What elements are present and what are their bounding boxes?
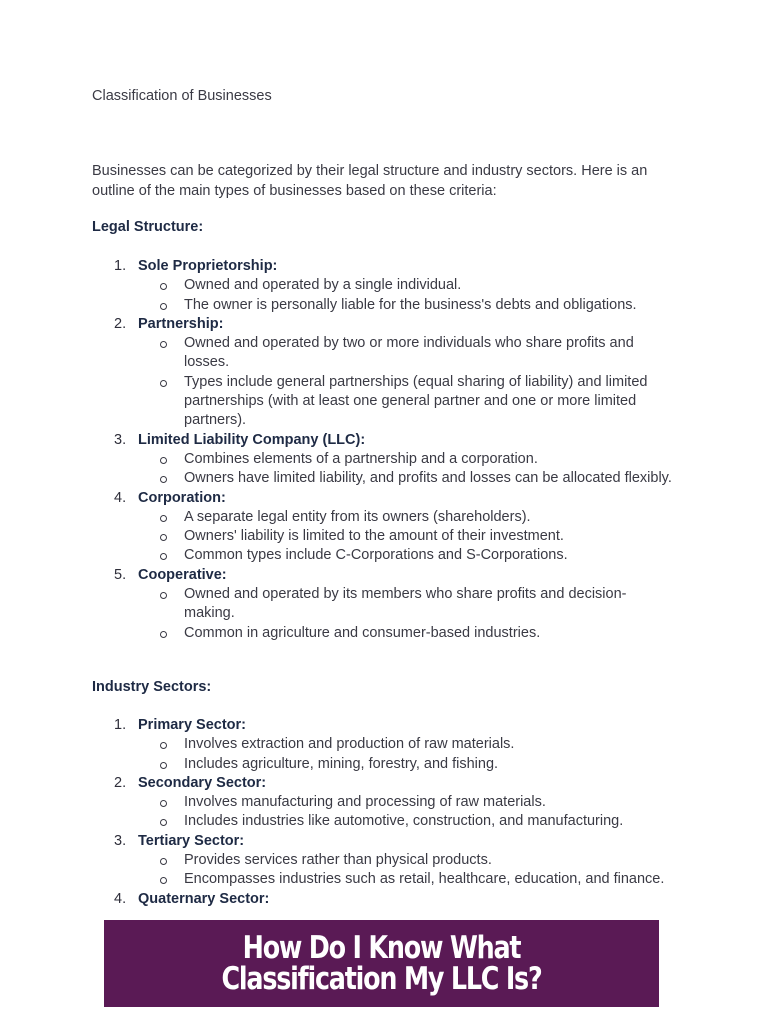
sub-list <box>92 276 682 315</box>
list-item <box>92 566 682 643</box>
circle-bullet-icon <box>160 858 167 865</box>
sub-list-item <box>92 296 674 315</box>
list-item <box>92 315 682 431</box>
sub-list-item <box>92 527 674 546</box>
sub-item-text: Owners' liability is limited to the amount of their investment. <box>184 528 564 545</box>
item-number: 4. <box>114 489 127 506</box>
item-title: Corporation: <box>138 489 226 506</box>
circle-bullet-icon <box>160 553 167 560</box>
item-title: Partnership: <box>138 315 224 332</box>
item-number: 5. <box>114 566 127 583</box>
sub-list-item <box>92 373 674 431</box>
item-number: 4. <box>114 890 127 907</box>
document-title: Classification of Businesses <box>92 88 272 104</box>
item-title: Limited Liability Company (LLC): <box>138 431 366 448</box>
sub-list-item <box>92 585 674 624</box>
item-number: 1. <box>114 258 127 274</box>
list-item <box>92 832 682 890</box>
circle-bullet-icon <box>160 476 167 483</box>
sub-item-text: Involves extraction and production of raw materials. <box>184 736 515 753</box>
sub-item-text: Owned and operated by a single individual. <box>184 277 462 294</box>
item-title: Tertiary Sector: <box>138 832 245 849</box>
sub-item-text: The owner is personally liable for the business's debts and obligations. <box>184 296 637 313</box>
circle-bullet-icon <box>160 283 167 290</box>
circle-bullet-icon <box>160 762 167 769</box>
circle-bullet-icon <box>160 819 167 826</box>
sub-list-item <box>92 546 674 565</box>
item-title: Sole Proprietorship: <box>138 258 278 274</box>
item-number: 1. <box>114 717 127 733</box>
item-number: 2. <box>114 315 127 332</box>
sub-list <box>92 793 682 832</box>
sub-list-item <box>92 450 674 469</box>
list-item <box>92 774 682 832</box>
sub-list <box>92 450 682 489</box>
industry-sectors-list <box>92 716 682 909</box>
sub-list <box>92 334 682 430</box>
list-item <box>92 489 682 566</box>
list-item <box>92 716 682 774</box>
circle-bullet-icon <box>160 457 167 464</box>
sub-item-text: Provides services rather than physical products. <box>184 852 492 869</box>
circle-bullet-icon <box>160 380 167 387</box>
sub-item-text: A separate legal entity from its owners (shareholders). <box>184 508 531 525</box>
sub-list-item <box>92 334 674 373</box>
item-number: 2. <box>114 774 127 791</box>
item-title: Primary Sector: <box>138 717 246 733</box>
circle-bullet-icon <box>160 800 167 807</box>
industry-sectors-heading: Industry Sectors: <box>92 679 212 695</box>
sub-list <box>92 851 682 890</box>
sub-list-item <box>92 624 674 643</box>
sub-list <box>92 735 682 774</box>
circle-bullet-icon <box>160 592 167 599</box>
legal-structure-list <box>92 257 682 643</box>
sub-list <box>92 585 682 643</box>
title-banner <box>104 920 659 1007</box>
circle-bullet-icon <box>160 341 167 348</box>
sub-list-item <box>92 276 674 295</box>
sub-item-text: Owners have limited liability, and profits and losses can be allocated flexibly. <box>184 470 672 487</box>
item-title: Cooperative: <box>138 566 227 583</box>
list-item <box>92 257 682 315</box>
sub-item-text: Combines elements of a partnership and a corporation. <box>184 450 538 467</box>
sub-item-text: Involves manufacturing and processing of raw materials. <box>184 794 546 811</box>
circle-bullet-icon <box>160 631 167 638</box>
sub-list-item <box>92 469 674 488</box>
item-title: Secondary Sector: <box>138 774 267 791</box>
sub-list-item <box>92 851 674 870</box>
sub-item-text: Owned and operated by two or more individuals who share profits and losses. <box>184 335 634 371</box>
sub-list-item <box>92 508 674 527</box>
sub-list-item <box>92 735 674 754</box>
item-number: 3. <box>114 832 127 849</box>
item-title: Quaternary Sector: <box>138 890 270 907</box>
sub-list-item <box>92 755 674 774</box>
legal-structure-heading: Legal Structure: <box>92 219 204 235</box>
sub-list <box>92 508 682 566</box>
sub-list-item <box>92 793 674 812</box>
circle-bullet-icon <box>160 877 167 884</box>
circle-bullet-icon <box>160 303 167 310</box>
intro-paragraph: Businesses can be categorized by their legal structure and industry sectors. Here is an outline of the main types of businesses based on these criteria: <box>92 163 648 199</box>
sub-item-text: Owned and operated by its members who share profits and decision-making. <box>184 586 627 622</box>
sub-item-text: Common in agriculture and consumer-based industries. <box>184 624 541 641</box>
circle-bullet-icon <box>160 534 167 541</box>
sub-list-item <box>92 870 674 889</box>
list-item <box>92 431 682 489</box>
sub-item-text: Common types include C-Corporations and S-Corporations. <box>184 547 568 564</box>
circle-bullet-icon <box>160 742 167 749</box>
list-item <box>92 890 682 909</box>
banner-title: How Do I Know What Classification My LLC Is? <box>221 929 542 997</box>
sub-list-item <box>92 812 674 831</box>
sub-item-text: Encompasses industries such as retail, healthcare, education, and finance. <box>184 871 665 888</box>
item-number: 3. <box>114 431 127 448</box>
circle-bullet-icon <box>160 515 167 522</box>
sub-item-text: Types include general partnerships (equal sharing of liability) and limited partnerships (with at least one general partner and one or more limited partners). <box>184 373 648 429</box>
sub-item-text: Includes agriculture, mining, forestry, and fishing. <box>184 755 499 772</box>
sub-item-text: Includes industries like automotive, construction, and manufacturing. <box>184 813 624 830</box>
